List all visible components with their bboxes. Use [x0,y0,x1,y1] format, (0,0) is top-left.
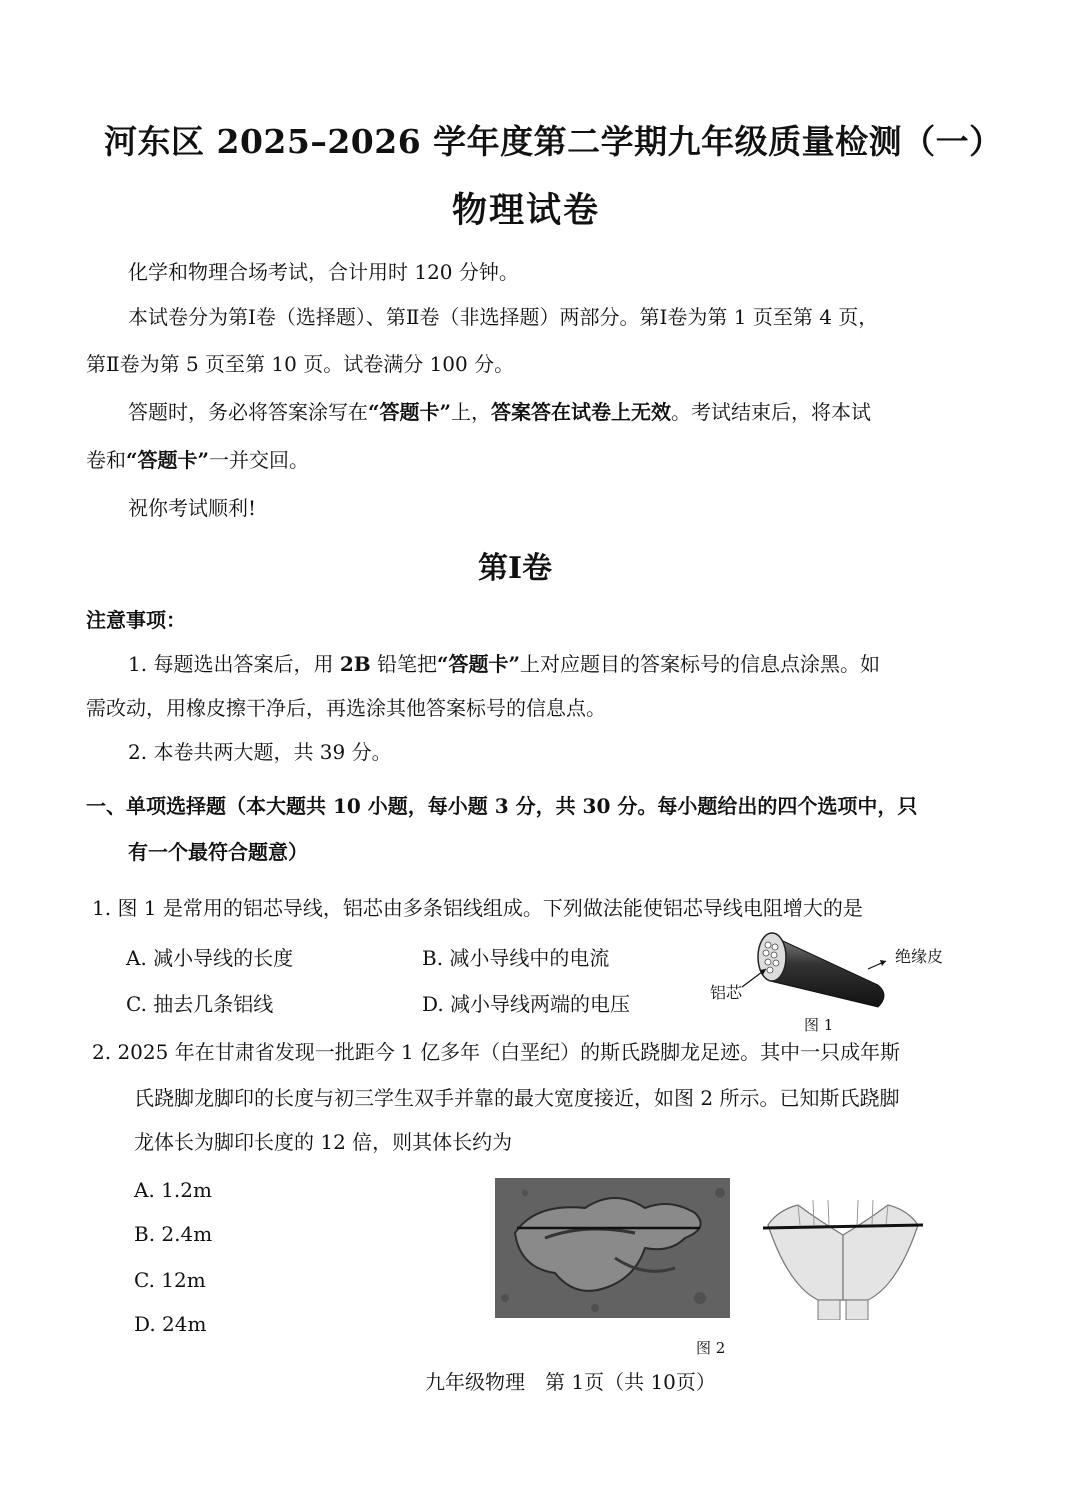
answer-card-term: “答题卡” [126,448,210,472]
page-footer: 九年级物理 第 1页（共 10页） [425,1370,716,1394]
intro-text: 一并交回。 [209,448,310,472]
notice-text: 上对应题目的答案标号的信息点涂黑。如 [520,652,881,676]
intro-line: 化学和物理合场考试，合计用时 120 分钟。 [128,260,519,284]
intro-line: 本试卷分为第Ⅰ卷（选择题）、第Ⅱ卷（非选择题）两部分。第Ⅰ卷为第 1 页至第 4 页， [128,305,879,329]
intro-text: 。考试结束后，将本试 [671,400,872,424]
notice-item: 需改动，用橡皮擦干净后，再选涂其他答案标号的信息点。 [86,696,606,720]
notice-item [128,654,880,674]
intro-line: 祝你考试顺利! [128,496,257,520]
part-heading: 一、单项选择题（本大题共 10 小题，每小题 3 分，共 30 分。每小题给出的四个选项中，只 [86,794,918,818]
part-heading: 有一个最符合题意） [128,840,308,864]
figure-2-hands-photo [758,1195,928,1320]
exam-title: 河东区 2025–2026 学年度第二学期九年级质量检测（一） [104,122,1003,161]
option-a: A. 1.2m [134,1178,212,1202]
notice-text: 铅笔把 [377,652,437,676]
option-d: D. 24m [134,1312,207,1336]
pencil-grade: 2B [339,652,371,676]
option-d: D. 减小导线两端的电压 [422,992,631,1016]
figure-2-footprint-photo [495,1178,730,1318]
option-c: C. 抽去几条铝线 [126,992,274,1016]
intro-text: 上， [451,400,492,424]
intro-text: 答题时，务必将答案涂写在 [128,400,368,424]
option-c: C. 12m [134,1268,206,1292]
section-title: 第Ⅰ卷 [478,551,553,586]
option-a: A. 减小导线的长度 [126,946,294,970]
intro-line: 第Ⅱ卷为第 5 页至第 10 页。试卷满分 100 分。 [86,352,515,376]
option-b: B. 2.4m [134,1222,213,1246]
intro-text: 卷和 [86,448,126,472]
answer-card-term: “答题卡” [368,400,452,424]
notice-title: 注意事项： [86,608,186,632]
label-core: 铝芯 [710,983,743,1002]
question-stem: 1. 图 1 是常用的铝芯导线，铝芯由多条铝线组成。下列做法能使铝芯导线电阻增大的是 [92,896,863,920]
invalid-warning: 答案答在试卷上无效 [491,400,672,424]
figure-1-caption: 图 1 [804,1016,834,1034]
intro-line [128,402,871,422]
notice-item: 2. 本卷共两大题，共 39 分。 [128,740,392,764]
label-insulation: 绝缘皮 [895,947,944,966]
question-stem: 龙体长为脚印长度的 12 倍，则其体长约为 [134,1130,513,1154]
answer-card-term: “答题卡” [437,652,521,676]
question-stem: 2. 2025 年在甘肃省发现一批距今 1 亿多年（白垩纪）的斯氏跷脚龙足迹。其中一只成年斯 [92,1040,901,1064]
intro-line [86,450,309,470]
question-stem: 氏跷脚龙脚印的长度与初三学生双手并靠的最大宽度接近，如图 2 所示。已知斯氏跷脚 [134,1086,900,1110]
exam-subtitle: 物理试卷 [452,190,601,231]
option-b: B. 减小导线中的电流 [422,946,610,970]
notice-text: 1. 每题选出答案后，用 [128,652,334,676]
figure-2-caption: 图 2 [696,1339,726,1357]
